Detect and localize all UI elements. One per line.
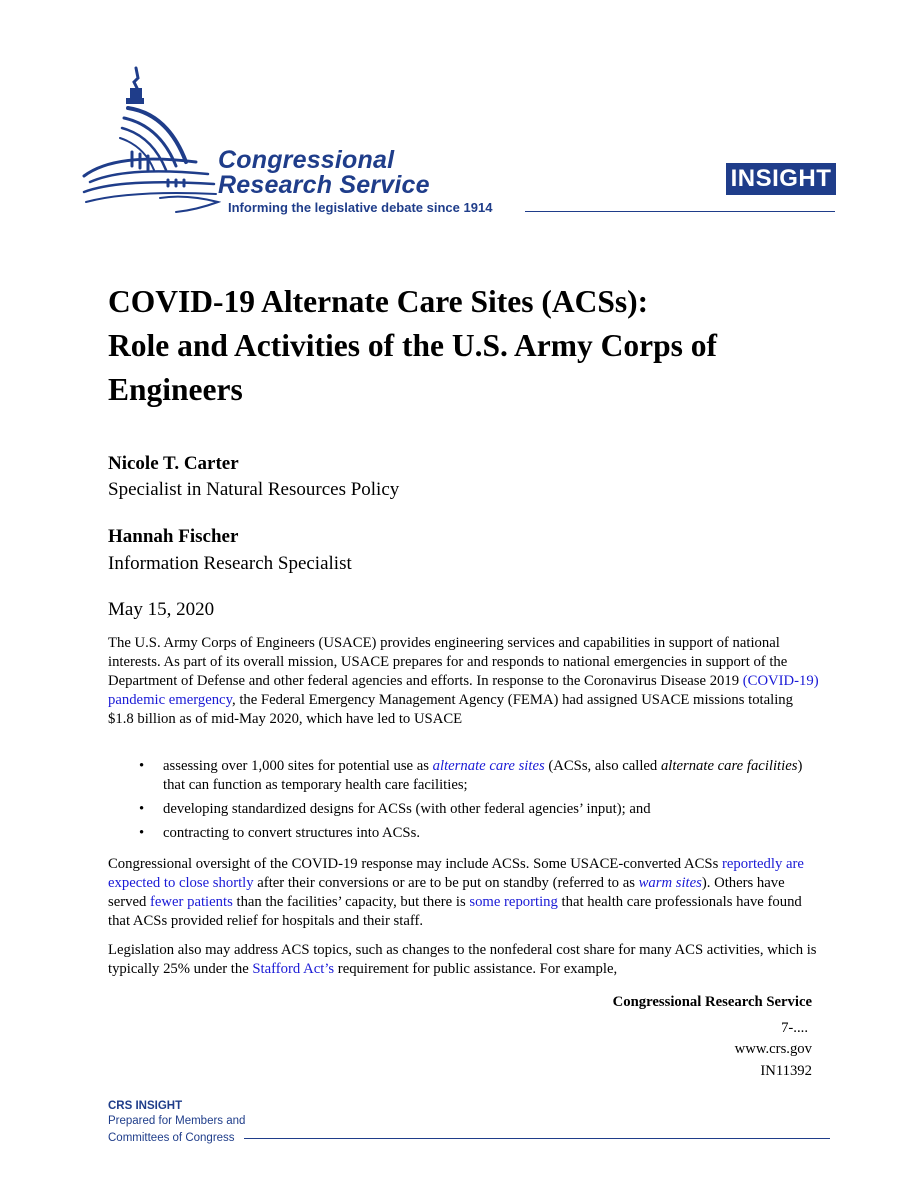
bullet-list xyxy=(108,757,808,848)
title-line-2: Role and Activities of the U.S. Army Corps of xyxy=(108,328,717,363)
bullet-item-3 xyxy=(108,824,808,843)
paragraph-1-text-b: , the Federal Emergency Management Agency (FEMA) had assigned USACE missions totaling $1.8 billion as of mid-May 2020, which have led to USACE xyxy=(108,692,793,727)
website-link[interactable]: www.crs.gov xyxy=(734,1041,812,1057)
footer-line-1: Prepared for Members and xyxy=(108,1115,246,1127)
reportedly-close-link[interactable]: reportedly are expected to close shortly xyxy=(108,856,804,891)
author-1-role: Specialist in Natural Resources Policy xyxy=(108,479,400,500)
covid-pandemic-link[interactable]: (COVID-19) pandemic emergency xyxy=(108,673,819,708)
bullet-item-2 xyxy=(108,800,808,819)
paragraph-1 xyxy=(108,634,820,729)
footer-rule xyxy=(244,1138,830,1139)
bullet-1-italic: alternate care facilities xyxy=(660,758,798,774)
alternate-care-sites-link[interactable]: alternate care sites xyxy=(432,758,545,774)
paragraph-3 xyxy=(108,941,820,979)
footer-title: CRS INSIGHT xyxy=(108,1100,183,1112)
bullet-1-text-a: assessing over 1,000 sites for potential use as xyxy=(163,758,433,774)
paragraph-2-text-a: Congressional oversight of the COVID-19 response may include ACSs. Some USACE-converted ACSs xyxy=(108,856,722,872)
bullet-2-text: developing standardized designs for ACSs (with other federal agencies’ input); and xyxy=(163,801,651,817)
fewer-patients-link[interactable]: fewer patients xyxy=(150,894,233,910)
bullet-marker: • xyxy=(139,801,145,817)
crs-label: Congressional Research Service xyxy=(612,994,812,1010)
capitol-dome-logo xyxy=(76,66,221,216)
warm-sites-link[interactable]: warm sites xyxy=(638,875,702,891)
stafford-act-link[interactable]: Stafford Act’s xyxy=(252,961,335,977)
author-2-role: Information Research Specialist xyxy=(108,553,352,574)
org-name-line1: Congressional xyxy=(218,146,395,174)
paragraph-3-text-a: Legislation also may address ACS topics, such as changes to the nonfederal cost share for many ACS activities, which is typically 25% under the xyxy=(108,942,817,977)
org-name-line2: Research Service xyxy=(218,171,430,199)
title-line-1: COVID-19 Alternate Care Sites (ACSs): xyxy=(108,284,649,319)
bullet-marker: • xyxy=(139,758,145,774)
title-line-3: Engineers xyxy=(108,372,243,407)
paragraph-2-text-c: ). Others have served xyxy=(108,875,785,910)
org-tagline: Informing the legislative debate since 1914 xyxy=(228,200,493,215)
paragraph-2 xyxy=(108,855,820,931)
author-1-name: Nicole T. Carter xyxy=(108,453,239,474)
author-2-name: Hannah Fischer xyxy=(108,526,239,547)
header-rule xyxy=(525,211,835,212)
bullet-1-text-c: ) that can function as temporary health care facilities; xyxy=(163,758,803,793)
report-code: 7-.... xyxy=(781,1020,808,1036)
report-id: IN11392 xyxy=(760,1063,812,1079)
bullet-item-1 xyxy=(108,757,808,795)
paragraph-2-text-b: after their conversions or are to be put on standby (referred to as xyxy=(253,875,639,891)
bullet-1-text-b: (ACSs, also called xyxy=(544,758,661,774)
bullet-3-text: contracting to convert structures into ACSs. xyxy=(163,825,420,841)
publication-date: May 15, 2020 xyxy=(108,599,215,620)
paragraph-2-text-e: that health care professionals have found that ACSs provided relief for hospitals and their staff. xyxy=(108,894,802,929)
document-title xyxy=(108,280,828,412)
insight-badge: INSIGHT xyxy=(726,163,836,195)
some-reporting-link[interactable]: some reporting xyxy=(469,894,558,910)
paragraph-3-text-b: requirement for public assistance. For example, xyxy=(334,961,618,977)
paragraph-2-text-d: than the facilities’ capacity, but there is xyxy=(232,894,470,910)
footer-line-2: Committees of Congress xyxy=(108,1132,235,1144)
bullet-marker: • xyxy=(139,825,145,841)
paragraph-1-text-a: The U.S. Army Corps of Engineers (USACE) provides engineering services and capabilities in support of national interests. As part of its overall mission, USACE prepares for and responds to national emergencies in support of the Department of Defense and other federal agencies and efforts. In response to the Coronavirus Disease 2019 xyxy=(108,635,788,689)
